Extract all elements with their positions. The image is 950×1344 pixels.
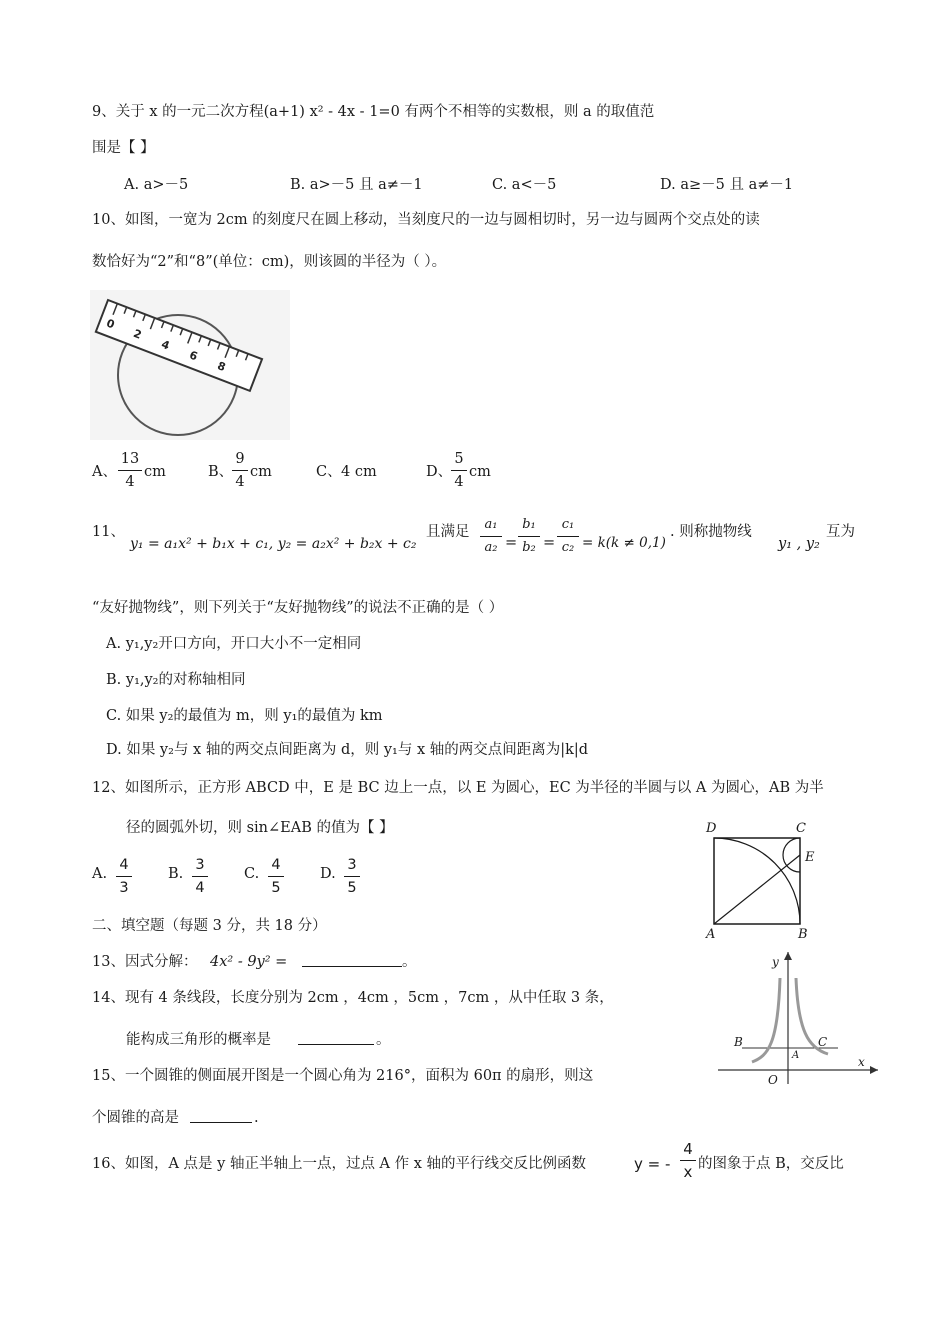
q12-option-b-fraction: 3 4	[192, 856, 208, 897]
label-x: x	[858, 1055, 865, 1069]
q10-option-b-unit: cm	[250, 464, 272, 480]
q11-option-a: A. y₁,y₂开口方向，开口大小不一定相同	[106, 636, 362, 652]
q9-option-c: C. a<－5	[492, 177, 557, 193]
q13-expression: 4x² - 9y² =	[210, 954, 288, 970]
q10-option-c-prefix: C、	[316, 464, 342, 480]
hyperbola-left-branch	[752, 978, 780, 1062]
q12-option-d-prefix: D.	[320, 866, 336, 882]
label-e: E	[805, 850, 815, 865]
q11-fraction-b: b₁ b₂	[518, 516, 540, 557]
ruler-tick-label: 2	[131, 326, 144, 342]
q12-stem-line1: 12、如图所示，正方形 ABCD 中，E 是 BC 边上一点，以 E 为圆心，EC 为半径的半圆与以 A 为圆心，AB 为半	[92, 780, 824, 796]
segment-ae	[714, 855, 800, 924]
q16-function: y = -	[634, 1155, 671, 1173]
q16-suffix: 的图象于点 B，交反比	[698, 1156, 844, 1172]
q10-option-d-fraction: 5 4	[451, 450, 467, 491]
q10-option-d-unit: cm	[469, 464, 491, 480]
q11-suffix: 互为	[826, 524, 855, 540]
ruler-tick-label: 4	[159, 337, 172, 353]
q11-option-d: D. 如果 y₂与 x 轴的两交点间距离为 d，则 y₁与 x 轴的两交点间距离为|k|d	[106, 742, 589, 758]
q15-line2-prefix: 个圆锥的高是	[92, 1110, 179, 1126]
q10-option-a-fraction: 13 4	[118, 450, 142, 491]
q12-option-c-fraction: 4 5	[268, 856, 284, 897]
q9-stem-line1: 9、关于 x 的一元二次方程(a+1) x² - 4x - 1=0 有两个不相等的实数根，则 a 的取值范	[92, 104, 655, 120]
ruler-circle-figure	[90, 290, 290, 440]
q9-option-b: B. a>－5 且 a≠－1	[290, 177, 423, 193]
q12-option-b-prefix: B.	[168, 866, 184, 882]
ruler-tick-label: 0	[104, 316, 117, 332]
q10-option-d-prefix: D、	[426, 464, 453, 480]
label-o: O	[768, 1073, 778, 1087]
q9-option-d: D. a≥－5 且 a≠－1	[660, 177, 794, 193]
q10-stem-line2: 数恰好为“2”和“8”(单位：cm)，则该圆的半径为（ ）。	[92, 254, 447, 270]
q10-option-b-prefix: B、	[208, 464, 234, 480]
q10-option-b-fraction: 9 4	[232, 450, 248, 491]
q9-option-a: A. a>－5	[124, 177, 189, 193]
hyperbola-graph	[712, 948, 880, 1088]
q14-line2-prefix: 能构成三角形的概率是	[126, 1032, 271, 1048]
q13-answer-blank	[302, 952, 402, 967]
label-c: C	[818, 1035, 828, 1049]
q15-line2-suffix: .	[254, 1110, 259, 1126]
q12-option-c-prefix: C.	[244, 866, 260, 882]
q10-option-c-text: 4 cm	[341, 464, 377, 480]
q13-text: 13、因式分解：	[92, 954, 198, 970]
q12-option-a-prefix: A.	[92, 866, 108, 882]
q14-line2-suffix: 。	[376, 1032, 391, 1048]
q10-stem-line1: 10、如图，一宽为 2cm 的刻度尺在圆上移动，当刻度尺的一边与圆相切时，另一边与圆两个交点处的读	[92, 212, 760, 228]
q16-prefix: 16、如图，A 点是 y 轴正半轴上一点，过点 A 作 x 轴的平行线交反比例函数	[92, 1156, 587, 1172]
q11-fraction-c: c₁ c₂	[557, 516, 579, 557]
ruler-tick-label: 8	[215, 359, 228, 375]
label-d: D	[706, 821, 717, 836]
q14-stem-line1: 14、现有 4 条线段，长度分别为 2cm ，4cm ，5cm ，7cm ，从中任取 3 条，	[92, 990, 614, 1006]
q10-option-a-unit: cm	[144, 464, 166, 480]
q12-option-a-fraction: 4 3	[116, 856, 132, 897]
ruler-tick-label: 6	[187, 348, 200, 364]
q15-answer-blank	[190, 1108, 252, 1123]
q16-fraction: 4 x	[680, 1140, 696, 1181]
q11-pair: y₁ , y₂	[778, 536, 820, 552]
q11-label: 11、	[92, 524, 125, 540]
label-y: y	[772, 955, 779, 969]
arc-a	[714, 838, 800, 924]
square-abcd	[714, 838, 800, 924]
q11-option-b: B. y₁,y₂的对称轴相同	[106, 672, 246, 688]
label-a: A	[706, 927, 716, 942]
q12-stem-line2: 径的圆弧外切，则 sin∠EAB 的值为【 】	[126, 820, 394, 836]
q14-answer-blank	[298, 1030, 374, 1045]
square-figure	[700, 818, 830, 943]
q11-then-text: . 则称抛物线	[670, 524, 752, 540]
label-b: B	[798, 927, 808, 942]
q11-condition-tail: = k(k ≠ 0,1)	[582, 535, 666, 551]
q9-stem-line2: 围是【 】	[92, 140, 155, 156]
q11-condition-prefix: 且满足	[426, 524, 470, 540]
q11-option-c: C. 如果 y₂的最值为 m，则 y₁的最值为 km	[106, 708, 383, 724]
q12-option-d-fraction: 3 5	[344, 856, 360, 897]
section-2-heading: 二、填空题（每题 3 分，共 18 分）	[92, 918, 327, 934]
q10-option-a-prefix: A、	[92, 464, 117, 480]
label-a: A	[792, 1050, 800, 1061]
label-b: B	[734, 1035, 743, 1049]
q15-stem-line1: 15、一个圆锥的侧面展开图是一个圆心角为 216°，面积为 60π 的扇形，则这	[92, 1068, 594, 1084]
q11-stem-line2: “友好抛物线”，则下列关于“友好抛物线”的说法不正确的是（ ）	[92, 600, 504, 616]
label-c: C	[796, 821, 806, 836]
q11-formula: y₁ = a₁x² + b₁x + c₁, y₂ = a₂x² + b₂x + c₂	[130, 536, 417, 552]
q11-fraction-a: a₁ a₂	[480, 516, 502, 557]
